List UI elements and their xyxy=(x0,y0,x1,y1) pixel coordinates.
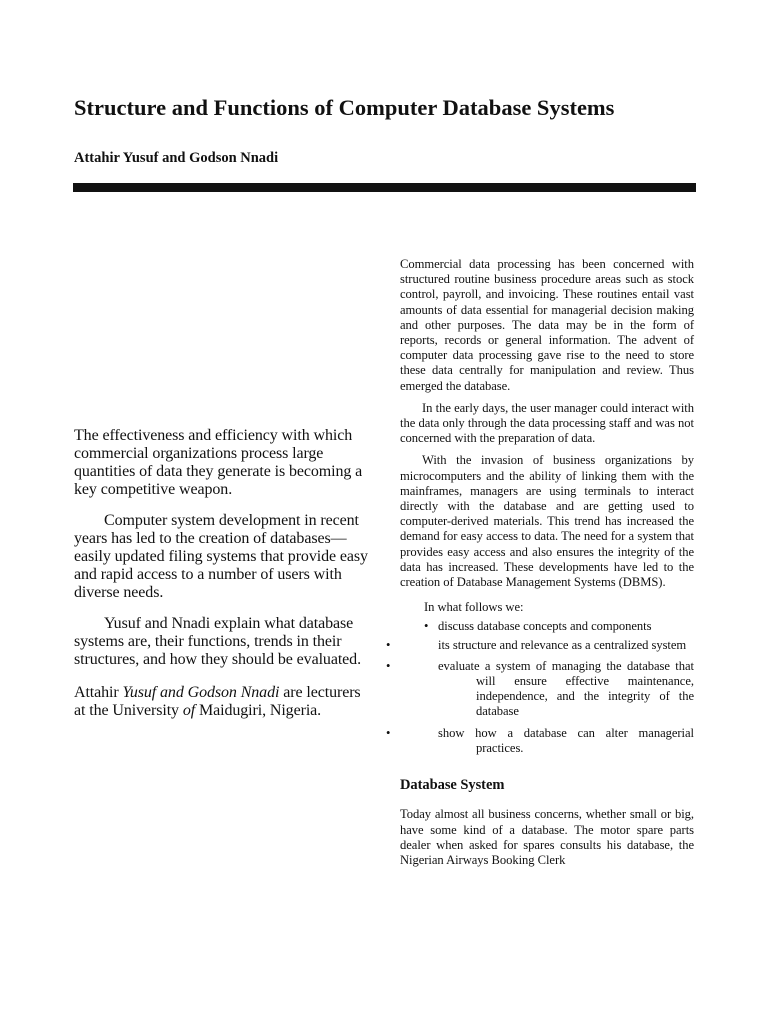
title-rule xyxy=(73,183,696,192)
list-item-text: show how a database can alter managerial practices. xyxy=(438,725,694,755)
article-authors: Attahir Yusuf and Godson Nnadi xyxy=(74,150,279,166)
abstract-paragraph: Computer system development in recent years has led to the creation of databases—easily updated filing systems that provide easy and rapid access to a number of users with diverse needs. xyxy=(74,512,368,601)
abstract-paragraph: Yusuf and Nnadi explain what database systems are, their functions, trends in their structures, and how they should be evaluated. xyxy=(74,615,361,668)
body-paragraph: Today almost all business concerns, whether small or big, have some kind of a database. The motor spare parts dealer when asked for spares consults his database, the Nigerian Airways Booking Clerk xyxy=(400,807,694,867)
list-item-text: its structure and relevance as a centralized system xyxy=(438,637,687,652)
list-item: • its structure and relevance as a centralized system xyxy=(386,637,687,652)
list-item-text: evaluate a system of managing the database that will ensure effective maintenance, independence, and the integrity of the database xyxy=(438,658,694,719)
list-item xyxy=(424,619,694,634)
list-item: • show how a database can alter managerial practices. xyxy=(386,725,694,755)
bio-text: are lecturers at the University xyxy=(74,684,361,719)
body-paragraph: With the invasion of business organizations by microcomputers and the ability of linking them with the mainframes, managers are using terminals to interact directly with the database and are getting used to computer-derived materials. This trend has increased the demand for easy access to data. The need for a system that provides easy access and also ensures the integrity of the data has increased. These developments have led to the creation of Database Management Systems (DBMS). xyxy=(400,453,694,590)
body-column xyxy=(386,257,694,875)
section-heading: Database System xyxy=(400,777,505,794)
bio-of: of xyxy=(182,702,196,719)
body-paragraph: In the early days, the user manager could interact with the data only through the data processing staff and was not concerned with the preparation of data. xyxy=(400,400,694,446)
bio-text: Maidugiri, Nigeria. xyxy=(195,702,322,719)
body-paragraph: Commercial data processing has been concerned with structured routine business procedure areas such as stock control, payroll, and invoicing. These routines entail vast amounts of data essential for managerial decision making and other purposes. The data may be in the form of reports, records or general information. The advent of computer data processing gave rise to the need to store these data centrally for manipulation and review. Thus emerged the database. xyxy=(400,257,694,393)
bio-names: Yusuf and Godson Nnadi xyxy=(122,684,280,701)
abstract-paragraph: The effectiveness and efficiency with which commercial organizations process large quantities of data they generate is becoming a key competitive weapon. xyxy=(74,427,363,498)
article-title: Structure and Functions of Computer Database Systems xyxy=(74,95,615,120)
list-item: • evaluate a system of managing the database that will ensure effective maintenance, independence, and the integrity of the database xyxy=(386,658,694,719)
abstract-column xyxy=(74,427,370,733)
bio-text: Attahir xyxy=(74,684,123,701)
objectives-list xyxy=(386,619,694,756)
list-lead: In what follows we: xyxy=(424,600,524,615)
list-item-text: discuss database concepts and components xyxy=(438,619,652,634)
bullet-icon: • xyxy=(424,619,429,634)
author-bio xyxy=(74,684,370,720)
